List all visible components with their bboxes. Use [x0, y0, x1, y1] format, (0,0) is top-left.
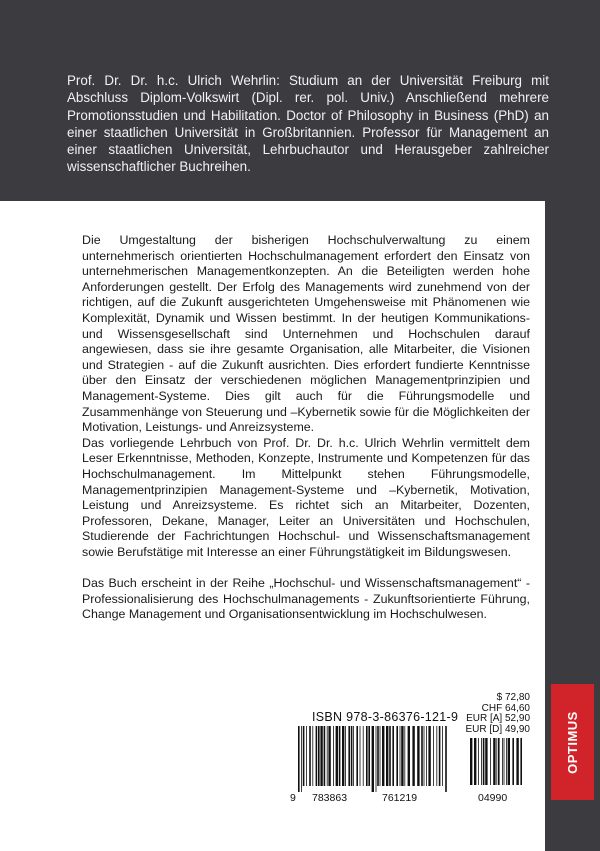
author-band [0, 0, 600, 201]
price-list [446, 693, 530, 735]
author-bio: Prof. Dr. Dr. h.c. Ulrich Wehrlin: Studium an der Universität Freiburg mit Abschluss Diplom-Volkswirt (Dipl. rer. pol. Univ.) Anschließend mehrere Promotionsstudien und Habilitation. Doctor of Philosophy in Business (PhD) an einer staatlichen Universität in Großbritannien. Professor für Management an einer staatlichen Universität, Lehrbuchautor und Herausgeber zahlreicher wissenschaftlicher Buchreihen. [67, 73, 549, 175]
blurb-paragraph-3: Das Buch erscheint in der Reihe „Hochschul- und Wissenschaftsmanagement“ - Professionalisierung des Hochschulmanagements - Zukunftsorientierte Führung, Change Management und Organisationsentwicklung im Hochschulwesen. [82, 576, 530, 622]
price-chf: CHF 64,60 [481, 702, 530, 714]
ean-barcode [298, 726, 448, 792]
blurb-paragraph-1: Die Umgestaltung der bisherigen Hochschulverwaltung zu einem unternehmerisch orientierten Hochschulmanagement erfordert den Einsatz von unternehmerischen Managementkonzepten. An die Beteiligten werden hohe Anforderungen gestellt. Der Erfolg des Managements wird zunehmend von der richtigen, auf die Zukunft ausgerichteten Umgehensweise mit Phänomenen wie Komplexität, Dynamik und Wissen bestimmt. In der heutigen Kommunikations- und Wissensgesellschaft sind Unternehmen und Hochschulen darauf angewiesen, dass sie ihre gesamte Organisation, alle Mitarbeiter, die Visionen und Strategien - auf die Zukunft ausrichten. Dies erfordert fundierte Kenntnisse über den Einsatz der verschiedenen möglichen Managementprinzipien und Management-Systeme. Dies gilt auch für die Führungsmodelle und Zusammenhänge von Steuerung und –Kybernetik sowie für die Möglichkeiten der Motivation, Leistungs- und Anreizsysteme. [82, 233, 530, 435]
barcode-digits-right: 761219 [382, 792, 418, 804]
publisher-name: OPTIMUS [565, 710, 581, 774]
barcode-digits-left: 783863 [312, 792, 348, 804]
blurb-paragraph-2: Das vorliegende Lehrbuch von Prof. Dr. Dr. h.c. Ulrich Wehrlin vermittelt dem Leser Erkenntnisse, Methoden, Konzepte, Instrumente und Kompetenzen für das Hochschulmanagement. Im Mittelpunkt stehen Führungsmodelle, Managementprinzipien Management-Systeme und –Kybernetik, Motivation, Leistung und Anreizsysteme. Es richtet sich an Mitarbeiter, Dozenten, Professoren, Dekane, Manager, Leiter an Universitäten und Hochschulen, Studierende der Fachrichtungen Hochschul- und Wissenschaftsmanagement sowie Berufstätige mit Interesse an einer Führungstätigkeit im Bildungswesen. [82, 435, 530, 559]
price-usd: $ 72,80 [496, 692, 530, 703]
price-eur-a: EUR [A] 52,90 [466, 713, 530, 725]
barcode-area [290, 693, 530, 809]
book-blurb [82, 233, 530, 623]
addon-barcode [470, 738, 522, 785]
price-eur-d: EUR [D] 49,90 [465, 723, 530, 735]
publisher-logo [551, 684, 594, 800]
barcode-addon-digits: 04990 [478, 792, 508, 804]
barcode-digit-first: 9 [290, 792, 296, 804]
isbn-label: ISBN 978-3-86376-121-9 [312, 710, 459, 724]
